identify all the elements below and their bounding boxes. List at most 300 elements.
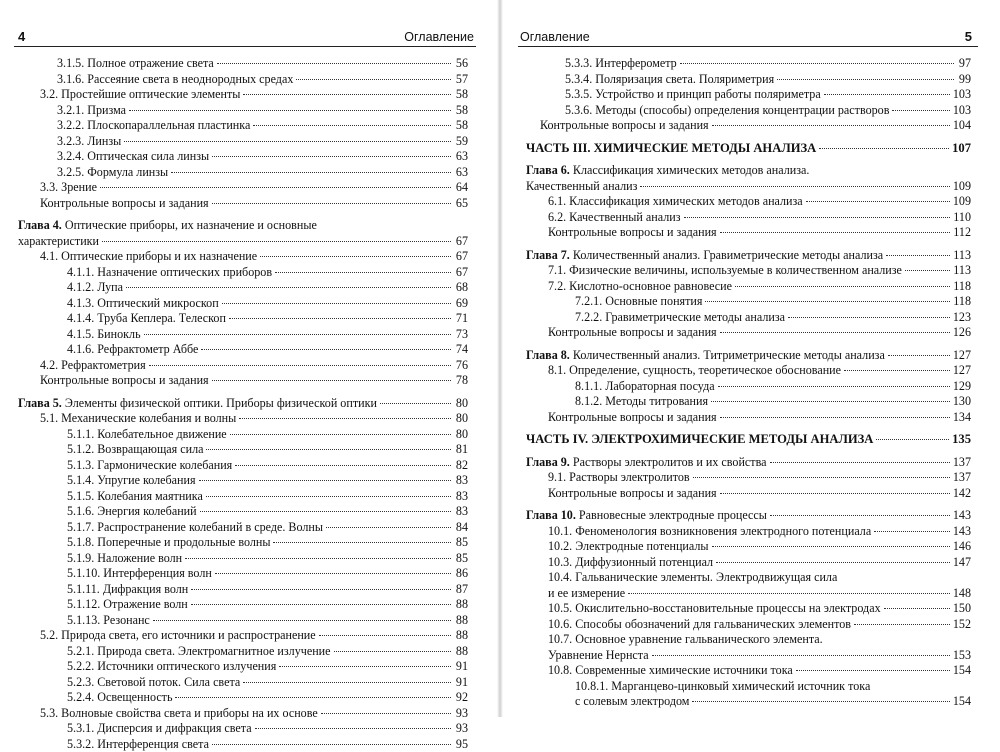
toc-entry-title: 3.2.4. Оптическая сила линзы [57, 149, 209, 165]
dot-leader [260, 256, 451, 257]
dot-leader [100, 187, 451, 188]
toc-entry[interactable] [18, 149, 468, 165]
toc-entry[interactable] [526, 617, 971, 633]
toc-entry[interactable] [18, 597, 468, 613]
toc-entry[interactable] [526, 601, 971, 617]
toc-entry[interactable] [18, 118, 468, 134]
left-page-number: 4 [18, 29, 25, 44]
toc-page-number: 103 [953, 103, 971, 119]
dot-leader [212, 380, 451, 381]
toc-entry[interactable] [526, 294, 971, 310]
toc-page-number: 84 [454, 520, 468, 536]
toc-entry[interactable] [18, 427, 468, 443]
toc-page-number: 134 [953, 410, 971, 426]
toc-page-number: 86 [454, 566, 468, 582]
toc-page-number: 99 [957, 72, 971, 88]
dot-leader [874, 531, 950, 532]
toc-entry[interactable] [526, 486, 971, 502]
toc-entry-title: 5.1. Механические колебания и волны [40, 411, 236, 427]
chapter-label: Глава 10. [526, 508, 576, 522]
toc-entry-title: 5.3.2. Интерференция света [67, 737, 209, 752]
dot-leader [175, 697, 451, 698]
toc-entry[interactable] [526, 555, 971, 571]
toc-page-number: 137 [953, 455, 971, 471]
toc-entry[interactable] [526, 118, 971, 134]
chapter-7-heading[interactable] [526, 248, 971, 264]
dot-leader [844, 370, 950, 371]
dot-leader [243, 94, 451, 95]
toc-entry-line1[interactable]: 10.4. Гальванические элементы. Электродвижущая сила [526, 570, 971, 586]
toc-entry[interactable] [18, 234, 468, 250]
toc-entry-title: 6.1. Классификация химических методов анализа [548, 194, 803, 210]
dot-leader [215, 573, 451, 574]
toc-entry-title: ЧАСТЬ IV. ЭЛЕКТРОХИМИЧЕСКИЕ МЕТОДЫ АНАЛИЗА [526, 432, 873, 448]
dot-leader [718, 386, 950, 387]
toc-entry[interactable] [526, 694, 971, 710]
toc-entry-title: 5.1.5. Колебания маятника [67, 489, 203, 505]
chapter-8-heading[interactable] [526, 348, 971, 364]
toc-page-number: 83 [454, 504, 468, 520]
left-page [0, 0, 500, 717]
toc-entry-title: 9.1. Растворы электролитов [548, 470, 690, 486]
dot-leader [217, 63, 451, 64]
toc-page-number: 76 [454, 358, 468, 374]
toc-entry-title: 3.2.5. Формула линзы [57, 165, 168, 181]
toc-entry-title: 3.2.1. Призма [57, 103, 126, 119]
toc-page-number: 85 [454, 551, 468, 567]
left-header-rule [14, 46, 476, 47]
toc-entry[interactable] [526, 225, 971, 241]
toc-entry[interactable] [526, 72, 971, 88]
toc-entry-title: Глава 5. Элементы физической оптики. Приборы физической оптики [18, 396, 377, 412]
toc-page-number: 78 [454, 373, 468, 389]
dot-leader [876, 439, 949, 440]
toc-entry-title: 4.1.5. Бинокль [67, 327, 141, 343]
toc-entry[interactable] [18, 675, 468, 691]
dot-leader [199, 480, 451, 481]
toc-entry-title: Качественный анализ [526, 179, 637, 195]
dot-leader [788, 317, 950, 318]
dot-leader [711, 401, 950, 402]
toc-page-number: 85 [454, 535, 468, 551]
toc-entry[interactable] [18, 411, 468, 427]
toc-entry-title: 5.3.5. Устройство и принцип работы поляриметра [565, 87, 821, 103]
toc-entry-title: 5.1.4. Упругие колебания [67, 473, 196, 489]
toc-page-number: 91 [454, 659, 468, 675]
toc-page-number: 97 [957, 56, 971, 72]
chapter-label: Глава 5. [18, 396, 62, 410]
toc-entry[interactable] [526, 194, 971, 210]
toc-entry[interactable] [18, 613, 468, 629]
toc-entry-line1[interactable]: 10.8.1. Марганцево-цинковый химический источник тока [526, 679, 971, 695]
toc-page-number: 147 [953, 555, 971, 571]
toc-page-number: 88 [454, 644, 468, 660]
dot-leader [326, 527, 451, 528]
dot-leader [144, 334, 451, 335]
toc-entry-title: с солевым электродом [575, 694, 689, 710]
dot-leader [796, 670, 950, 671]
toc-entry-title: 8.1.2. Методы титрования [575, 394, 708, 410]
toc-page-number: 71 [454, 311, 468, 327]
toc-entry-title: 5.2. Природа света, его источники и распространение [40, 628, 316, 644]
dot-leader [201, 349, 451, 350]
toc-entry-title: 7.2.2. Гравиметрические методы анализа [575, 310, 785, 326]
dot-leader [720, 417, 950, 418]
chapter-5-heading[interactable] [18, 396, 468, 412]
dot-leader [334, 651, 451, 652]
toc-page-number: 123 [953, 310, 971, 326]
part-iv-heading[interactable] [526, 432, 971, 448]
toc-page-number: 110 [953, 210, 971, 226]
toc-page-number: 88 [454, 597, 468, 613]
dot-leader [712, 125, 950, 126]
toc-page-number: 137 [953, 470, 971, 486]
toc-page-number: 152 [953, 617, 971, 633]
toc-entry[interactable] [18, 737, 468, 752]
toc-entry[interactable] [526, 310, 971, 326]
toc-page-number: 127 [953, 348, 971, 364]
toc-entry[interactable] [18, 265, 468, 281]
toc-entry[interactable] [18, 311, 468, 327]
toc-entry[interactable] [18, 628, 468, 644]
toc-page-number: 146 [953, 539, 971, 555]
toc-entry[interactable] [18, 180, 468, 196]
toc-page-number: 82 [454, 458, 468, 474]
toc-entry-title: 4.1.2. Лупа [67, 280, 123, 296]
toc-entry[interactable] [18, 327, 468, 343]
dot-leader [380, 403, 451, 404]
toc-entry-title: 5.3.3. Интерферометр [565, 56, 677, 72]
toc-page-number: 113 [953, 263, 971, 279]
toc-entry-title: 3.2.3. Линзы [57, 134, 121, 150]
dot-leader [716, 562, 950, 563]
toc-entry-title: 10.2. Электродные потенциалы [548, 539, 709, 555]
dot-leader [149, 365, 451, 366]
dot-leader [191, 604, 451, 605]
toc-entry-title: 3.3. Зрение [40, 180, 97, 196]
dot-leader [770, 515, 950, 516]
dot-leader [171, 172, 451, 173]
dot-leader [253, 125, 451, 126]
dot-leader [652, 655, 950, 656]
toc-page-number: 57 [454, 72, 468, 88]
toc-entry-title: 5.1.13. Резонанс [67, 613, 150, 629]
toc-page-number: 81 [454, 442, 468, 458]
dot-leader [628, 593, 950, 594]
dot-leader [200, 511, 451, 512]
toc-entry[interactable] [526, 179, 971, 195]
dot-leader [735, 286, 950, 287]
chapter-label: Глава 8. [526, 348, 570, 362]
toc-entry[interactable] [18, 442, 468, 458]
toc-entry[interactable] [526, 325, 971, 341]
toc-entry[interactable] [18, 706, 468, 722]
toc-page-number: 68 [454, 280, 468, 296]
dot-leader [886, 255, 950, 256]
toc-entry[interactable] [18, 134, 468, 150]
toc-entry-title: 4.2. Рефрактометрия [40, 358, 146, 374]
toc-page-number: 88 [454, 613, 468, 629]
toc-page-number: 126 [953, 325, 971, 341]
dot-leader [275, 272, 451, 273]
dot-leader [191, 589, 451, 590]
toc-entry-title: 5.1.11. Дифракция волн [67, 582, 188, 598]
toc-entry[interactable] [18, 249, 468, 265]
toc-entry[interactable] [18, 520, 468, 536]
toc-entry[interactable] [18, 342, 468, 358]
toc-entry-title: Глава 8. Количественный анализ. Титриметрические методы анализа [526, 348, 885, 364]
toc-page-number: 83 [454, 473, 468, 489]
toc-entry-title: характеристики [18, 234, 99, 250]
toc-entry-title: Контрольные вопросы и задания [40, 373, 209, 389]
toc-entry-title: 5.3.6. Методы (способы) определения концентрации растворов [565, 103, 889, 119]
toc-page-number: 67 [454, 234, 468, 250]
dot-leader [720, 493, 950, 494]
right-toc [526, 56, 971, 710]
toc-page-number: 91 [454, 675, 468, 691]
toc-entry-title: 8.1. Определение, сущность, теоретическое обоснование [548, 363, 841, 379]
right-header-rule [518, 46, 978, 47]
toc-page-number: 58 [454, 103, 468, 119]
toc-entry-title: 7.1. Физические величины, используемые в количественном анализе [548, 263, 902, 279]
toc-entry-title: 3.1.6. Рассеяние света в неоднородных средах [57, 72, 293, 88]
toc-page-number: 58 [454, 87, 468, 103]
toc-page-number: 74 [454, 342, 468, 358]
toc-entry-title: Контрольные вопросы и задания [548, 225, 717, 241]
toc-entry-line1[interactable]: 10.7. Основное уравнение гальванического элемента. [526, 632, 971, 648]
toc-entry-title: 4.1.4. Труба Кеплера. Телескоп [67, 311, 226, 327]
toc-page-number: 83 [454, 489, 468, 505]
toc-entry-title: Глава 10. Равновесные электродные процессы [526, 508, 767, 524]
toc-entry-title: 10.8. Современные химические источники тока [548, 663, 793, 679]
toc-entry-title: 5.2.3. Световой поток. Сила света [67, 675, 240, 691]
toc-entry[interactable] [526, 210, 971, 226]
toc-page-number: 59 [454, 134, 468, 150]
toc-page-number: 143 [953, 524, 971, 540]
chapter-4-heading[interactable]: Глава 4. Оптические приборы, их назначение и основные [18, 218, 468, 234]
toc-entry[interactable] [18, 165, 468, 181]
dot-leader [185, 558, 451, 559]
dot-leader [206, 496, 451, 497]
toc-entry[interactable] [18, 473, 468, 489]
toc-entry-title: 5.2.1. Природа света. Электромагнитное излучение [67, 644, 331, 660]
toc-entry[interactable] [18, 458, 468, 474]
toc-entry[interactable] [526, 263, 971, 279]
toc-entry[interactable] [18, 690, 468, 706]
left-toc [18, 56, 468, 752]
dot-leader [806, 201, 950, 202]
toc-entry-title: 5.3. Волновые свойства света и приборы на их основе [40, 706, 318, 722]
toc-page-number: 154 [953, 663, 971, 679]
toc-page-number: 129 [953, 379, 971, 395]
toc-page-number: 63 [454, 149, 468, 165]
right-running-head: Оглавление [520, 30, 590, 44]
part-iii-heading[interactable] [526, 141, 971, 157]
toc-page-number: 64 [454, 180, 468, 196]
toc-entry[interactable] [526, 363, 971, 379]
chapter-6-heading[interactable]: Глава 6. Классификация химических методов анализа. [526, 163, 971, 179]
toc-entry[interactable] [18, 582, 468, 598]
toc-entry-title: Контрольные вопросы и задания [540, 118, 709, 134]
toc-entry-title: 5.1.2. Возвращающая сила [67, 442, 203, 458]
toc-entry-title: 5.3.1. Дисперсия и дифракция света [67, 721, 252, 737]
toc-entry-title: 3.2. Простейшие оптические элементы [40, 87, 240, 103]
toc-entry[interactable] [18, 659, 468, 675]
chapter-label: Глава 9. [526, 455, 570, 469]
toc-entry-title: и ее измерение [548, 586, 625, 602]
toc-entry[interactable] [18, 87, 468, 103]
toc-entry-title: ЧАСТЬ III. ХИМИЧЕСКИЕ МЕТОДЫ АНАЛИЗА [526, 141, 816, 157]
toc-entry[interactable] [526, 663, 971, 679]
toc-entry[interactable] [526, 56, 971, 72]
dot-leader [680, 63, 954, 64]
toc-page-number: 118 [953, 279, 971, 295]
toc-page-number: 113 [953, 248, 971, 264]
toc-entry-title: Уравнение Нернста [548, 648, 649, 664]
toc-entry[interactable] [18, 644, 468, 660]
toc-entry[interactable] [526, 648, 971, 664]
toc-entry[interactable] [526, 410, 971, 426]
dot-leader [239, 418, 451, 419]
toc-page-number: 73 [454, 327, 468, 343]
chapter-9-heading[interactable] [526, 455, 971, 471]
toc-page-number: 80 [454, 396, 468, 412]
toc-entry[interactable] [526, 470, 971, 486]
dot-leader [229, 318, 451, 319]
toc-entry[interactable] [526, 394, 971, 410]
dot-leader [255, 728, 451, 729]
dot-leader [153, 620, 451, 621]
dot-leader [279, 666, 451, 667]
dot-leader [777, 79, 954, 80]
toc-page-number: 142 [953, 486, 971, 502]
toc-entry-title: 4.1.3. Оптический микроскоп [67, 296, 219, 312]
toc-entry[interactable] [18, 535, 468, 551]
toc-entry[interactable] [18, 566, 468, 582]
toc-entry[interactable] [526, 279, 971, 295]
toc-entry-title: 7.2. Кислотно-основное равновесие [548, 279, 732, 295]
dot-leader [126, 287, 451, 288]
toc-entry[interactable] [526, 586, 971, 602]
toc-entry-title: 5.1.8. Поперечные и продольные волны [67, 535, 270, 551]
dot-leader [892, 110, 949, 111]
toc-entry[interactable] [526, 524, 971, 540]
toc-page-number: 65 [454, 196, 468, 212]
toc-entry[interactable] [18, 72, 468, 88]
toc-entry[interactable] [18, 489, 468, 505]
toc-entry-title: 10.5. Окислительно-восстановительные процессы на электродах [548, 601, 881, 617]
toc-entry[interactable] [18, 196, 468, 212]
toc-entry-title: Глава 9. Растворы электролитов и их свойства [526, 455, 767, 471]
toc-page-number: 92 [454, 690, 468, 706]
toc-page-number: 150 [953, 601, 971, 617]
right-page [500, 0, 1000, 717]
dot-leader [705, 301, 950, 302]
dot-leader [243, 682, 451, 683]
toc-entry-title: 4.1.1. Назначение оптических приборов [67, 265, 272, 281]
toc-entry-title: 5.3.4. Поляризация света. Поляриметрия [565, 72, 774, 88]
dot-leader [684, 217, 951, 218]
dot-leader [770, 462, 950, 463]
toc-page-number: 109 [953, 179, 971, 195]
toc-page-number: 143 [953, 508, 971, 524]
toc-entry-title: 5.2.4. Освещенность [67, 690, 172, 706]
toc-entry[interactable] [18, 551, 468, 567]
dot-leader [854, 624, 950, 625]
toc-entry-title: 3.1.5. Полное отражение света [57, 56, 214, 72]
toc-entry-title: Контрольные вопросы и задания [548, 325, 717, 341]
dot-leader [296, 79, 451, 80]
toc-page-number: 112 [953, 225, 971, 241]
dot-leader [824, 94, 950, 95]
toc-entry-title: 6.2. Качественный анализ [548, 210, 681, 226]
toc-page-number: 127 [953, 363, 971, 379]
toc-page-number: 130 [953, 394, 971, 410]
toc-entry[interactable] [526, 379, 971, 395]
toc-page-number: 67 [454, 265, 468, 281]
toc-entry-title: 5.1.1. Колебательное движение [67, 427, 227, 443]
toc-page-number: 104 [953, 118, 971, 134]
toc-page-number: 69 [454, 296, 468, 312]
toc-entry-title: 5.2.2. Источники оптического излучения [67, 659, 276, 675]
toc-entry-title: 10.6. Способы обозначений для гальванических элементов [548, 617, 851, 633]
toc-entry[interactable] [18, 358, 468, 374]
dot-leader [321, 713, 451, 714]
toc-page-number: 80 [454, 427, 468, 443]
toc-entry[interactable] [526, 539, 971, 555]
toc-entry[interactable] [526, 87, 971, 103]
dot-leader [222, 303, 451, 304]
toc-page-number: 103 [953, 87, 971, 103]
dot-leader [640, 186, 949, 187]
dot-leader [129, 110, 451, 111]
dot-leader [888, 355, 950, 356]
dot-leader [235, 465, 451, 466]
toc-entry-title: Контрольные вопросы и задания [548, 410, 717, 426]
toc-entry[interactable] [18, 373, 468, 389]
toc-entry[interactable] [18, 504, 468, 520]
toc-page-number: 58 [454, 118, 468, 134]
toc-entry[interactable] [18, 103, 468, 119]
toc-entry-title: Контрольные вопросы и задания [548, 486, 717, 502]
toc-entry[interactable] [18, 721, 468, 737]
toc-entry-title: 4.1. Оптические приборы и их назначение [40, 249, 257, 265]
toc-page-number: 107 [952, 141, 971, 157]
toc-entry[interactable] [18, 280, 468, 296]
dot-leader [692, 701, 949, 702]
toc-entry-title: 5.1.12. Отражение волн [67, 597, 188, 613]
left-running-head: Оглавление [404, 30, 474, 44]
toc-page-number: 63 [454, 165, 468, 181]
toc-entry-title: Глава 7. Количественный анализ. Гравиметрические методы анализа [526, 248, 883, 264]
toc-page-number: 118 [953, 294, 971, 310]
dot-leader [693, 477, 950, 478]
toc-page-number: 56 [454, 56, 468, 72]
toc-entry[interactable] [526, 103, 971, 119]
dot-leader [884, 608, 950, 609]
dot-leader [124, 141, 451, 142]
toc-entry-title: 3.2.2. Плоскопараллельная пластинка [57, 118, 250, 134]
toc-entry-title: 10.3. Диффузионный потенциал [548, 555, 713, 571]
toc-entry[interactable] [18, 296, 468, 312]
chapter-10-heading[interactable] [526, 508, 971, 524]
toc-entry-title: 10.1. Феноменология возникновения электродного потенциала [548, 524, 871, 540]
toc-entry-title: 5.1.3. Гармонические колебания [67, 458, 232, 474]
toc-page-number: 95 [454, 737, 468, 752]
toc-entry[interactable] [18, 56, 468, 72]
toc-page-number: 109 [953, 194, 971, 210]
chapter-label: Глава 4. [18, 218, 62, 232]
